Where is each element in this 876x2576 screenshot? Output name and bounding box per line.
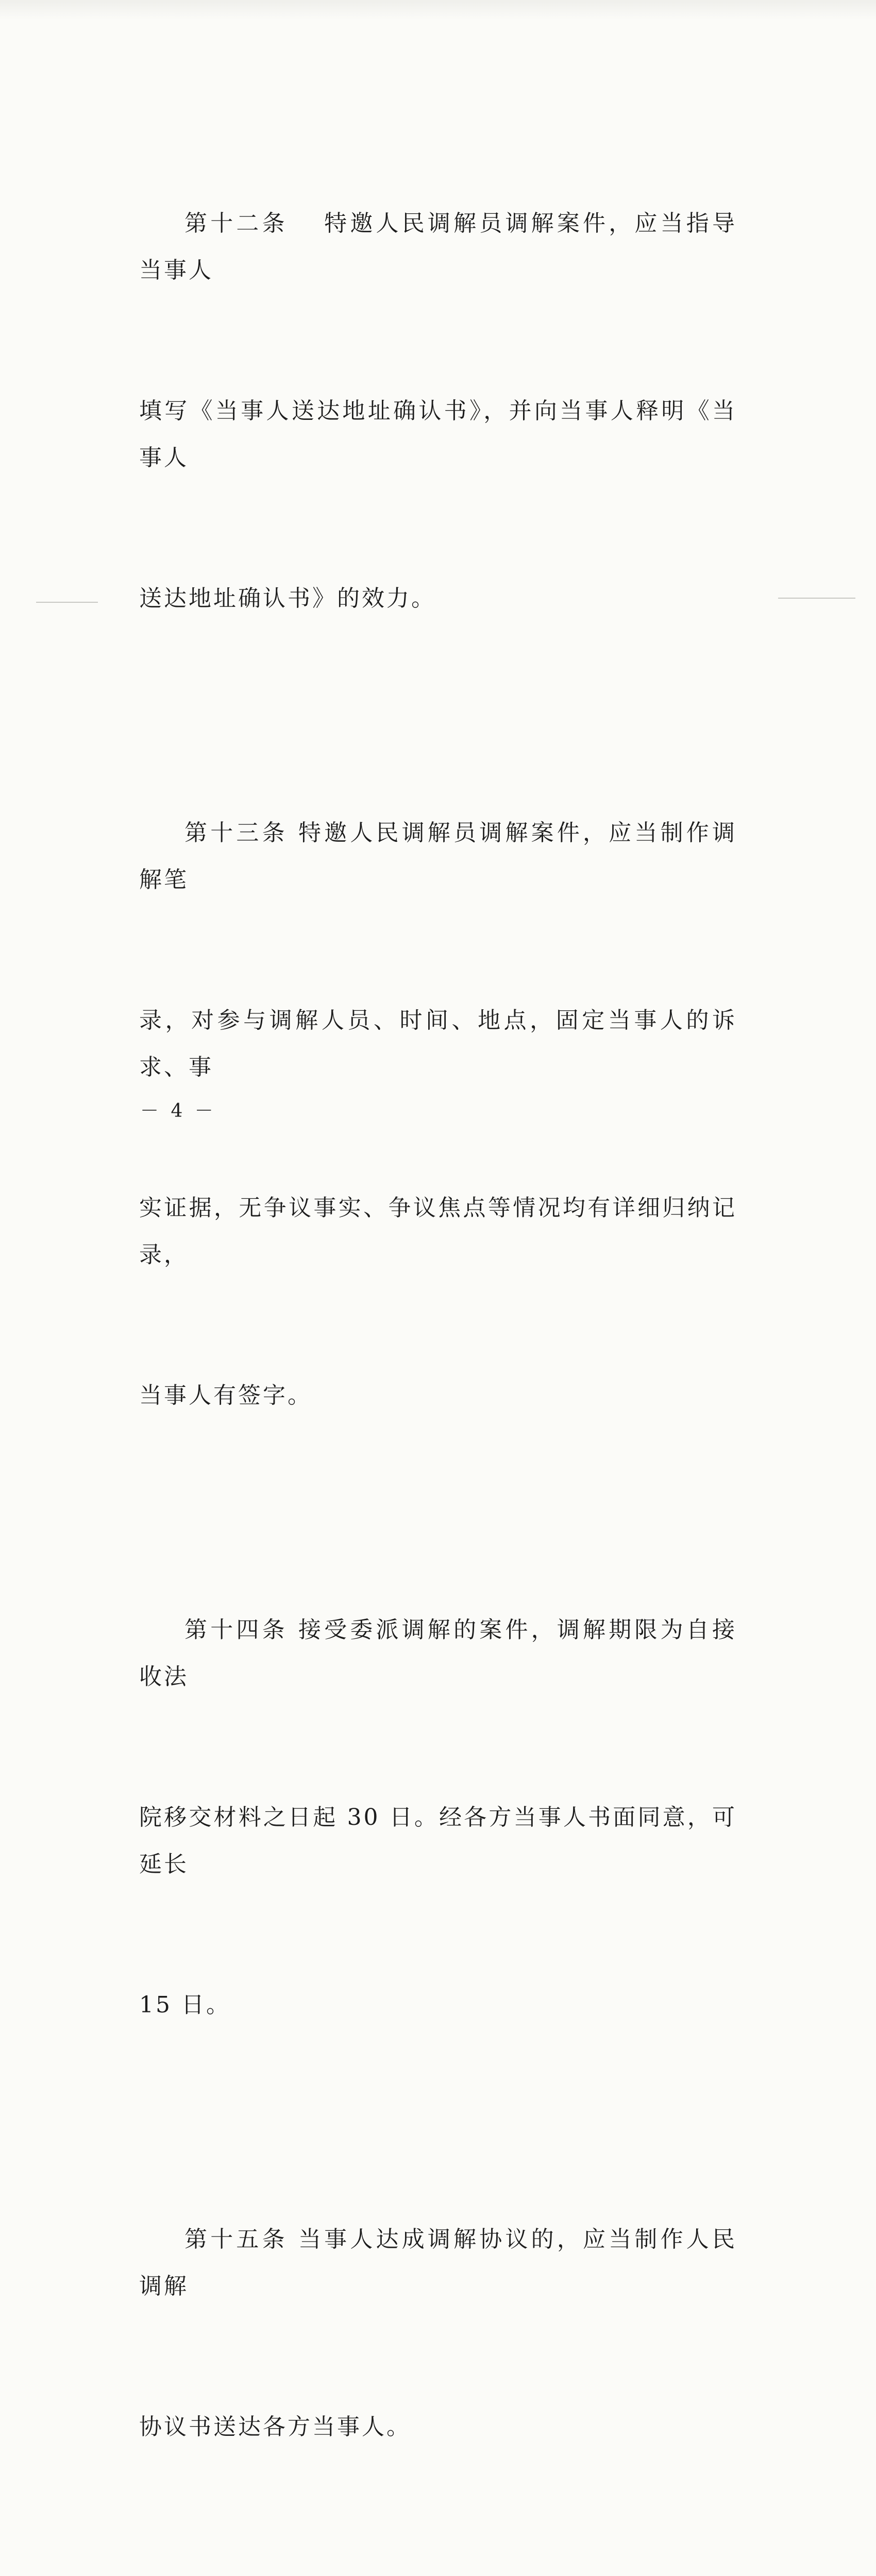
text-line: 当事人有签字。 <box>139 1382 312 1409</box>
text-line: 协议书送达各方当事人。 <box>139 2414 411 2440</box>
text-line: 第十四条 接受委派调解的案件，调解期限为自接收法 <box>139 1617 737 1690</box>
text-line: 第十三条 特邀人民调解员调解案件，应当制作调解笔 <box>139 820 737 893</box>
text-line: 实证据，无争议事实、争议焦点等情况均有详细归纳记录， <box>139 1195 737 1268</box>
fold-mark-left <box>36 602 98 603</box>
text-line: 录，对参与调解人员、时间、地点，固定当事人的诉求、事 <box>139 1007 737 1080</box>
text-line: 第十五条 当事人达成调解协议的，应当制作人民调解 <box>139 2226 737 2299</box>
text-line: 15 日。 <box>139 1992 231 2018</box>
article-15 <box>139 2122 737 2544</box>
text-line: 第十二条 特邀人民调解员调解案件，应当指导当事人 <box>139 210 737 283</box>
article-14 <box>139 1513 737 2122</box>
scan-top-edge <box>0 0 876 20</box>
article-16 <box>139 2544 737 2576</box>
article-12 <box>139 106 737 716</box>
text-line: 院移交材料之日起 30 日。经各方当事人书面同意，可延长 <box>139 1804 737 1877</box>
text-line: 送达地址确认书》的效力。 <box>139 585 436 612</box>
text-line: 填写《当事人送达地址确认书》，并向当事人释明《当事人 <box>139 398 737 471</box>
page-number: － 4 － <box>140 1100 216 1122</box>
document-body <box>139 106 737 2576</box>
fold-mark-right <box>778 598 855 599</box>
article-13 <box>139 716 737 1513</box>
